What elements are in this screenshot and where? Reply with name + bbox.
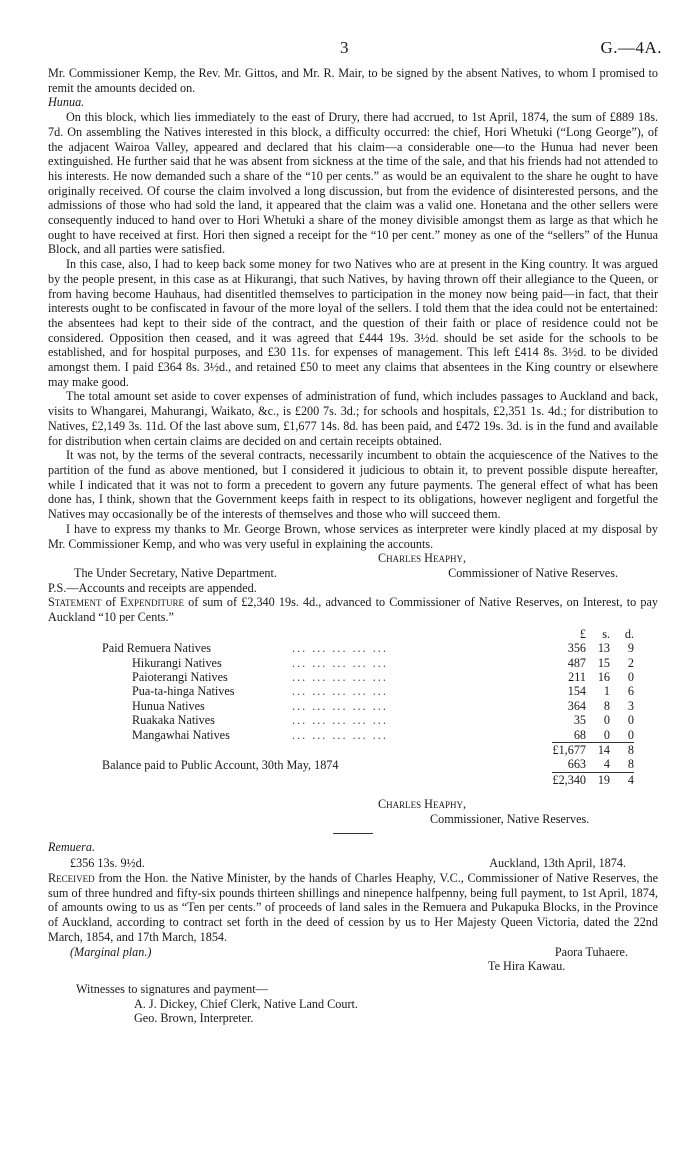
paragraph-intro: Mr. Commissioner Kemp, the Rev. Mr. Gittos, and Mr. R. Mair, to be signed by the absent Natives, to whom I promised to remit the amounts decided on.	[48, 66, 658, 95]
receipt-amount: £356 13s. 9½d.	[70, 856, 145, 871]
addressee: The Under Secretary, Native Department.	[74, 565, 277, 580]
signature-title-2: Commissioner, Native Reserves.	[430, 811, 590, 826]
receipt-header	[48, 856, 658, 871]
postscript: P.S.—Accounts and receipts are appended.	[48, 580, 257, 595]
amount-pounds: 487	[567, 655, 586, 670]
witness-1: A. J. Dickey, Chief Clerk, Native Land Court.	[134, 996, 358, 1011]
balance-pence: 8	[627, 757, 634, 772]
account-label: Ruakaka Natives	[132, 713, 215, 728]
amount-pence: 2	[627, 655, 634, 670]
marginal-plan: (Marginal plan.)	[70, 944, 152, 959]
section-heading-remuera: Remuera.	[48, 839, 96, 854]
account-row	[48, 656, 634, 670]
section-heading-hunua: Hunua.	[48, 95, 85, 110]
receipt-place-date: Auckland, 13th April, 1874.	[489, 856, 626, 871]
leader-dots: ... ... ... ... ...	[292, 669, 388, 684]
amount-pounds: 154	[567, 684, 586, 699]
witness-2: Geo. Brown, Interpreter.	[134, 1011, 254, 1026]
subtotal-pounds: £1,677	[552, 742, 586, 757]
document-reference: G.—4A.	[600, 38, 662, 57]
amount-shillings: 0	[603, 713, 610, 728]
account-label: Paid Remuera Natives	[102, 641, 211, 656]
receipt-sign-row	[48, 945, 658, 960]
page-number: 3	[340, 38, 349, 57]
amount-pounds: 35	[573, 713, 586, 728]
signature-title-1: Commissioner of Native Reserves.	[448, 565, 618, 580]
accounts-table	[48, 627, 634, 787]
paragraph-hunua-1: On this block, which lies immediately to the east of Drury, there had accrued, to 1st April, 1874, the sum of £889 18s. 7d. On assembling the Natives interested in this block, a difficulty occurred: the chief, Hori Whetuki (“Long George”), of the adjacent Wairoa Valley, appeared and declared that his claim—a considerable one—to the Hunua had never been extinguished. He further said that he was absent from sickness at the time of the sale, and that his friends had not attended to his interests. He now demanded such a share of the “10 per cents.” as would be an equivalent to the share he ought to have originally received. Of course the claim involved a long discussion, but from the evidence of disinterested persons, and the admissions of those who had sold the land, it appeared that the claim was a valid one. Honetana and the other sellers were consequently induced to hand over to Hori Whetuki a share of the money divisible amongst them as large as that which he ought to have received at first. Hori then signed a receipt for the “10 per cent.” money as one of the “sellers” of the Hunua Block, and all parties were satisfied.	[48, 110, 658, 257]
paragraph-thanks: I have to express my thanks to Mr. George Brown, whose services as interpreter were kindly placed at my disposal by Mr. Commissioner Kemp, and who was very useful in explaining the accounts.	[48, 521, 658, 551]
signer-1: Paora Tuhaere.	[554, 944, 628, 959]
receipt-body: from the Hon. the Native Minister, by the hands of Charles Heaphy, V.C., Commissioner of Native Reserves, the sum of three hundred and fifty-six pounds thirteen shillings and ninepence halfpenny, being full payment, to 1st April, 1874, of amounts owing to us as “Ten per cents.” of proceeds of land sales in the Remuera and Pukapuka Blocks, in the Province of Auckland, according to contract set forth in the deed of cession by us to Her Majesty Queen Victoria, dated the 22nd March, 1854, and 17th March, 1854.	[48, 871, 659, 944]
amount-shillings: 13	[597, 641, 610, 656]
document-body	[48, 66, 658, 1026]
statement-heading	[48, 595, 658, 624]
balance-row	[48, 757, 634, 772]
account-row	[48, 728, 634, 743]
leader-dots: ... ... ... ... ...	[292, 641, 388, 656]
account-label: Hikurangi Natives	[132, 655, 222, 670]
balance-label: Balance paid to Public Account, 30th May, 1874	[102, 757, 339, 772]
col-shillings: s.	[602, 626, 610, 641]
balance-pounds: 663	[567, 757, 586, 772]
total-row	[48, 772, 634, 787]
paragraph-total: The total amount set aside to cover expenses of administration of fund, which includes passages to Auckland and back, visits to Whangarei, Mahurangi, Waikato, &c., is £200 7s. 3d.; for schools and hospitals, £2,351 1s. 4d.; for distribution to Natives, £2,149 3s. 11d. Of the last above sum, £1,677 14s. 8d. has been paid, and £472 19s. 3d. is in the fund and available for distribution when certain claims are decided on and certain receipts obtained.	[48, 389, 658, 448]
paragraph-terms: It was not, by the terms of the several contracts, necessarily incumbent to obtain the acquiescence of the Natives to the partition of the fund as above mentioned, but I considered it judicious to obtain it, to prevent possible dispute hereafter, while I indicated that it was not to form a precedent to govern any future payments. The general effect of what has been done has, I think, shown that the Government keeps faith in respect to its obligations, however negligent and forgetful the Natives may occasionally be of the interests of themselves and those who will succeed them.	[48, 448, 658, 522]
balance-shillings: 4	[603, 757, 610, 772]
signature-name-1: Charles Heaphy,	[378, 551, 467, 566]
leader-dots: ... ... ... ... ...	[292, 655, 388, 670]
account-row	[48, 684, 634, 698]
amount-pounds: 364	[567, 698, 586, 713]
amount-shillings: 0	[603, 727, 610, 742]
col-pence: d.	[624, 626, 634, 641]
amount-pounds: 68	[573, 727, 586, 742]
account-label: Mangawhai Natives	[132, 727, 230, 742]
account-row	[48, 641, 634, 655]
amount-pence: 6	[627, 684, 634, 699]
amount-pounds: 211	[568, 669, 586, 684]
signature-block-1	[48, 566, 658, 581]
accounts-header-row	[48, 627, 634, 641]
account-row	[48, 713, 634, 727]
amount-pence: 0	[627, 713, 634, 728]
amount-shillings: 16	[597, 669, 610, 684]
amount-shillings: 15	[597, 655, 610, 670]
subtotal-row	[48, 742, 634, 757]
witness-heading: Witnesses to signatures and payment—	[76, 981, 268, 996]
receipt-received: Received	[48, 871, 95, 885]
signature-name-2: Charles Heaphy,	[378, 797, 467, 812]
leader-dots: ... ... ... ... ...	[292, 698, 388, 713]
total-pounds: £2,340	[552, 772, 586, 787]
account-row	[48, 699, 634, 713]
statement-of: of	[105, 595, 116, 610]
amount-pence: 3	[627, 698, 634, 713]
amount-pence: 9	[627, 641, 634, 656]
leader-dots: ... ... ... ... ...	[292, 713, 388, 728]
total-shillings: 19	[586, 772, 610, 787]
leader-dots: ... ... ... ... ...	[292, 727, 388, 742]
receipt-text	[48, 871, 658, 945]
paragraph-hunua-2: In this case, also, I had to keep back some money for two Natives who are at present in the King country. It was argued by the people present, in this case as at Hikurangi, that such Natives, by having thrown off their allegiance to the Queen, or from having become Hauhaus, had disentitled themselves to participation in the money now being paid—in fact, that their interests ought to be confiscated in favour of the more loyal of the sellers. I told them that the idea could not be entertained: the absentees had kept to their side of the contract, and the question of their faith or place of residence could not be considered. Opposition then ceased, and it was agreed that £444 19s. 3½d. should be set aside for the schools to be established, and for hospital purposes, and £30 11s. for expenses of management. This left £414 8s. 3½d. to be divided amongst them. I paid £364 8s. 3½d., and retained £50 to meet any claims that absentees in the King country or elsewhere may make good.	[48, 257, 658, 389]
statement-lead: Statement	[48, 595, 102, 610]
subtotal-pence: 8	[610, 742, 634, 757]
amount-pence: 0	[627, 669, 634, 684]
leader-dots: ... ... ... ... ...	[292, 684, 388, 699]
col-pounds: £	[579, 626, 586, 641]
total-pence: 4	[610, 772, 634, 787]
amount-pence: 0	[627, 727, 634, 742]
statement-lead2: Expenditure	[120, 595, 184, 610]
statement-rest: of sum of £2,340 19s. 4d., advanced to Commissioner of Native Reserves, on Interest, to pay Auckland “10 per Cents.”	[48, 595, 658, 625]
amount-pounds: 356	[567, 641, 586, 656]
account-label: Pua-ta-hinga Natives	[132, 684, 235, 699]
amount-shillings: 1	[603, 684, 610, 699]
amount-shillings: 8	[603, 698, 610, 713]
account-row	[48, 670, 634, 684]
subtotal-shillings: 14	[586, 742, 610, 757]
account-label: Hunua Natives	[132, 698, 205, 713]
signer-2: Te Hira Kawau.	[488, 959, 566, 974]
section-divider	[333, 833, 373, 834]
account-label: Paioterangi Natives	[132, 669, 228, 684]
